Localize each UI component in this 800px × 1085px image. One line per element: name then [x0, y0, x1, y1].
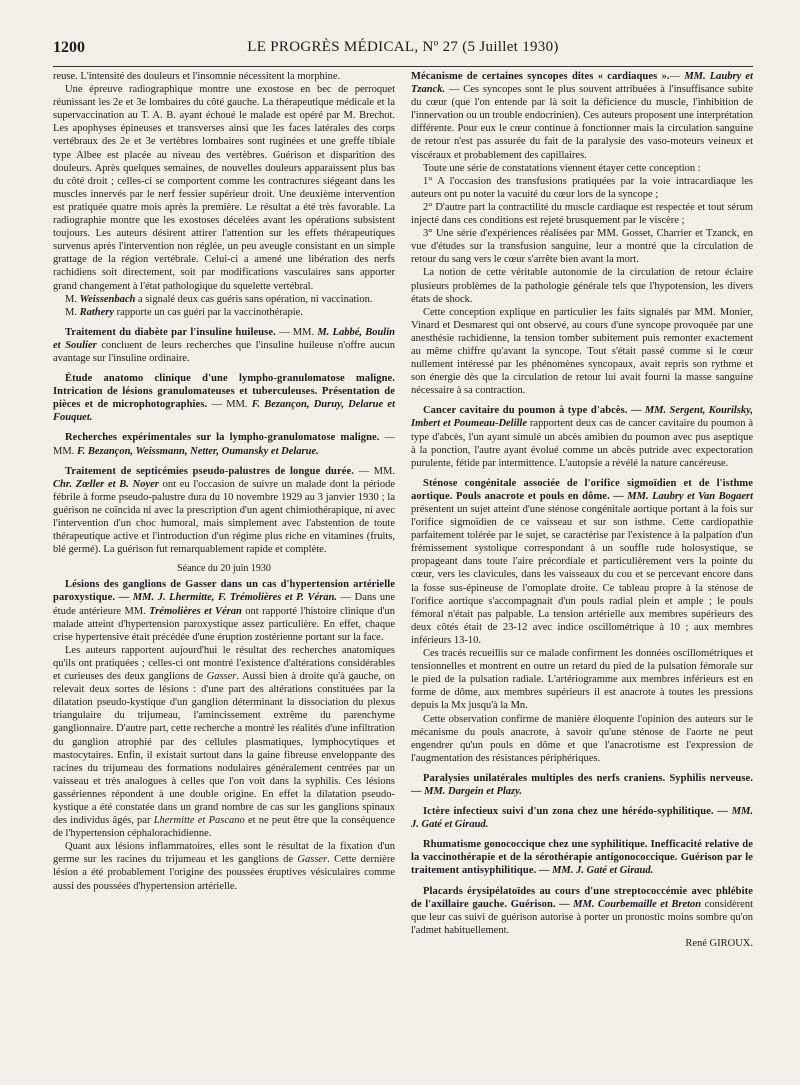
section-gasser: Lésions des ganglions de Gasser dans un cas d'hypertension artérielle paroxystique. — MM. J. Lhermitte, F. Trémolières et P. Véran. — Dans une étude antérieure MM. Trémolières et Véran ont rapporté l'histoire clinique d'un malade atteint d'hypertension paroxystique assez particulière. En effet, chaque crise hypertensive était précédée d'une éruption zostérienne portant sur la face.	[53, 579, 395, 643]
page-number: 1200	[53, 39, 85, 56]
paragraph: Quant aux lésions inflammatoires, elles sont le résultat de la fixation d'un germe sur les racines du trijumeau et les ganglions de Gasser. Cette dernière lésion a été probablement l'origine des poussées éruptives vésiculaires comme aussi des poussées d'hypertension artérielle.	[53, 841, 395, 892]
signature: René GIROUX.	[685, 937, 753, 949]
left-column	[53, 70, 395, 1060]
paragraph: M. Rathery rapporte un cas guéri par la vaccinothérapie.	[65, 306, 303, 318]
paragraph: La notion de cette véritable autonomie de la circulation de retour éclaire plusieurs problèmes de la pathologie générale tels que l'hypotension, les divers états de shock.	[411, 267, 753, 305]
paragraph: 1° A l'occasion des transfusions pratiquées par la voie intracardiaque les auteurs ont pu noter la vacuité du cœur lors de la syncope ;	[411, 175, 753, 200]
journal-title: LE PROGRÈS MÉDICAL, Nº 27 (5 Juillet 1930)	[247, 39, 559, 55]
paragraph: Cette observation confirme de manière éloquente l'opinion des auteurs sur le mécanisme du pouls anacrote, à savoir qu'une sténose de l'aorte ne peut engendrer qu'un pouls en dôme et que l'anacrotisme est l'expression de l'augmentation des résistances périphériques.	[411, 713, 753, 764]
section-cancer-cavitaire: Cancer cavitaire du poumon à type d'abcès. — MM. Sergent, Kourilsky, Imbert et Poumeau-Delille rapportent deux cas de cancer cavitaire du poumon à type d'abcès, l'un ayant simulé un abcès amibien du poumon avec pus aseptique à la ponction, l'autre ayant évolué comme un abcès putride avec expectoration purulente, fétide par intermittence. L'autopsie a révélé la nature cancéreuse.	[411, 405, 753, 469]
paragraph: M. Weissenbach a signalé deux cas guéris sans opération, ni vaccination.	[65, 293, 373, 305]
section-recherches: Recherches expérimentales sur la lympho-granulomatose maligne. — MM. F. Bezançon, Weissmann, Netter, Oumansky et Delarue.	[53, 432, 395, 457]
section-rhumatisme: Rhumatisme gonococcique chez une syphilitique. Inefficacité relative de la vaccinothérapie et de la sérothérapie antigonococcique. Guérison par le traitement antisyphilitique. — MM. J. Gaté et Giraud.	[411, 839, 753, 877]
section-diabete: Traitement du diabète par l'insuline huileuse. — MM. M. Labbé, Boulin et Soulier concluent de leurs recherches que l'insuline huileuse n'offre aucun avantage sur l'insuline ordinaire.	[53, 326, 395, 364]
right-column	[411, 70, 753, 1060]
section-stenose: Sténose congénitale associée de l'orifice sigmoïdien et de l'isthme aortique. Pouls anacrote et pouls en dôme. — MM. Laubry et Van Bogaert présentent un sujet atteint d'une sténose congénitale aortique portant à la fois sur l'orifice sigmoïdien de ce vaisseau et sur son isthme. Cette cardiopathie parfaitement tolérée par le sujet, se caractérise par l'existence à la palpation d'un frémissement systolique correspondant à un souffle rude holosystique, se propageant dans toute l'aire précordiale et particulièrement vers la pointe du cœur, vers les clavicules, dans les vaisseaux du cou et se percevant encore dans la fosse sus-épineuse de l'omoplate droite. Ce tableau propre à la sténose de l'orifice aortique s'accompagnait d'un pouls radial plein et ample ; le pouls fémoral n'était pas palpable. La tension artérielle aux membres supérieurs des deux côtés était de 23-12 avec indice oscillométrique à 10 ; aux membres inférieurs 13-10.	[411, 477, 753, 646]
paragraph: Toute une série de constatations viennent étayer cette conception :	[423, 162, 701, 174]
paragraph: 3° Une série d'expériences réalisées par MM. Gosset, Charrier et Tzanck, en vue d'études sur la transfusion sanguine, leur a montré que la circulation de retour du sang vers le cœur s'arrête bien avant la mort.	[411, 228, 753, 266]
header-rule	[53, 66, 753, 67]
paragraph: 2° D'autre part la contractilité du muscle cardiaque est respectée et tout sérum injecté dans ces conditions est rejeté brusquement par le viscère ;	[411, 201, 753, 227]
paragraph: Une épreuve radiographique montre une exostose en bec de perroquet réunissant les 2e et 3e lombaires du côté gauche. La thérapeutique médicale et la supervaccination au T. A. B. ayant échoué le malade est opéré par M. Brechot. Les apophyses épineuses et transverses ainsi que les faces latérales des corps vertébraux des 2e et 3e vertèbres lombaires sont ruginées et une greffe tibiale type Albee est placée au niveau des vertèbres. Guérison et disparition des douleurs. Après quelques semaines, de nouvelles douleurs apparaissent plus bas du côté droit ; celles-ci se comportent comme les contractures siégeant dans les muscles innervés par le nerf fessier supérieur droit. Une deuxième intervention est pratiquée quatre mois après la première. Le résultat a été très favorable. La radiographie montre que les exostoses décelées avant les opérations subsistent toujours. Les auteurs désirent attirer l'attention sur les effets thérapeutiques survenus après l'intervention non réglée, un peu aveugle consistant en un simple grattage de la région vertébrale. Celui-ci a amené une libération des nerfs rachidiens soit directement, soit par modifications vasculaires sans apporter grand changement à l'état pathologique du squelette vertébral.	[53, 84, 395, 292]
section-septicemies: Traitement de septicémies pseudo-palustres de longue durée. — MM. Chr. Zœller et B. Noyer ont eu l'occasion de suivre un malade dont la période fébrile à forme pseudo-palustre dura du 10 novembre 1929 au 3 janvier 1930 ; la guérison ne coïncida ni avec la prescription d'un agent chimiothérapique, ni avec l'intervention d'un choc humoral, mais simplement avec l'abstention de toute thérapeutique active et l'introduction d'un régime plus riche en vitamines (fruits, blé germé). La guérison fut remarquablement rapide et complète.	[53, 465, 395, 556]
seance-date: Séance du 20 juin 1930	[177, 563, 271, 575]
section-syncopes: Mécanisme de certaines syncopes dites « cardiaques ».— MM. Laubry et Tzanck. — Ces syncopes sont le plus souvent attribuées à l'insuffisance subite du cœur (que l'on entende par là soit la déficience du muscle, l'inhibition de l'innervation ou un trouble endocrinien). Ces auteurs proposent une interprétation différente. Pour eux le cœur continue à fonctionner mais la circulation sanguine de retour n'est pas assurée du fait de la paralysie des vaso-moteurs veineux et viscéraux et probablement des capillaires.	[411, 71, 753, 161]
section-placards: Placards érysipélatoïdes au cours d'une streptococcémie avec phlébite de l'axillaire gauche. Guérison. — MM. Courbemaille et Breton considèrent que leur cas suivi de guérison autorise à porter un pronostic moins sombre qu'on l'admet habituellement.	[411, 885, 753, 936]
paragraph: Ces tracés recueillis sur ce malade confirment les données oscillométriques et tensionnelles et montrent en outre un retard du pied de la pulsation fémorale sur le pied de la pulsation radiale. L'artériogramme aux membres inférieurs est en forme de dôme, aux membres supérieurs il est anacrote à toutes les pressions depuis la Mx jusqu'à la Mn.	[411, 648, 753, 712]
section-paralysies: Paralysies unilatérales multiples des nerfs craniens. Syphilis nerveuse. — MM. Dargein et Plazy.	[411, 772, 753, 797]
section-ictere: Ictère infectieux suivi d'un zona chez une hérédo-syphilitique. — MM. J. Gaté et Giraud.	[411, 806, 753, 831]
section-lympho-granulomatose: Étude anatomo clinique d'une lympho-granulomatose maligne. Intrication de lésions granulomateuses et tuberculeuses. Présentation de pièces et de microphotographies. — MM. F. Bezançon, Duruy, Delarue et Fouquet.	[53, 373, 395, 424]
page-header	[53, 39, 753, 59]
paragraph: reuse. L'intensité des douleurs et l'insomnie nécessitent la morphine.	[53, 71, 341, 82]
paragraph: Cette conception explique en particulier les faits signalés par MM. Monier, Vinard et Desmarest qui ont observé, au cours d'une syncope provoquée par une anesthésie rachidienne, la tension tomber subitement puis remonter exactement au même chiffre qu'avant la syncope. Tout s'était passé comme si le cœur nullement intéressé par les phénomènes syncopaux, avait repris son rythme et son énergie dès que la circulation de retour lui avait fourni la masse sanguine nécessaire à sa contraction.	[411, 306, 753, 397]
paragraph: Les auteurs rapportent aujourd'hui le résultat des recherches anatomiques qu'ils ont pratiquées ; celles-ci ont montré l'existence d'altérations considérables et curieuses des deux ganglions de Gasser. Aussi bien à droite qu'à gauche, on relevait deux sortes de lésions : d'une part des altérations constituées par la dilatation pseudo-kystique d'un ganglion déterminant la dissociation du plexus triangulaire du trijumeau, l'amincissement extrême du parenchyme ganglionnaire. D'autre part, cette recherche a montré les réalités d'une infiltration du ganglion atrophié par des cellules plasmatiques, lymphocytiques et mastocytaires. Enfin, il existait surtout dans la gaine fibreuse enveloppante des racines du trijumeau des formations nodulaires généralement centrées par un vaisseau et très analogues à celles que l'on voit dans la syphilis. Ces lésions gassériennes répondent à une double origine. En effet la dilatation pseudo-kystique a été constatée dans un grand nombre de cas sur les ganglions spinaux des individus âgés, par Lhermitte et Pascano et ne peut être que la conséquence de l'hypertension céphalorachidienne.	[53, 644, 395, 840]
